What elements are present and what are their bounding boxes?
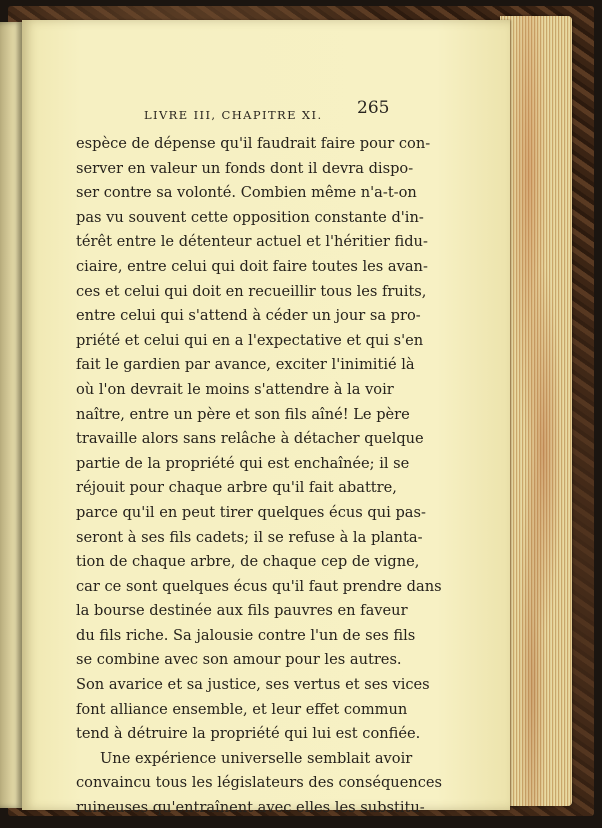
text-line: parce qu'il en peut tirer quelques écus qui pas-: [76, 503, 426, 521]
text-line: pas vu souvent cette opposition constante d'in-: [76, 208, 424, 226]
text-line: server en valeur un fonds dont il devra dispo-: [76, 159, 414, 177]
text-line: réjouit pour chaque arbre qu'il fait abattre,: [76, 479, 397, 497]
text-line: ciaire, entre celui qui doit faire toutes les avan-: [76, 257, 428, 275]
page-edges: [500, 16, 572, 806]
left-page-edge: [0, 22, 22, 808]
text-line: Son avarice et sa justice, ses vertus et ses vices: [76, 676, 430, 694]
text-line: naître, entre un père et son fils aîné! Le père: [76, 405, 410, 423]
text-line: la bourse destinée aux fils pauvres en faveur: [76, 602, 408, 620]
body-text: [76, 132, 443, 821]
text-line: font alliance ensemble, et leur effet commun: [76, 700, 408, 718]
text-line: tion de chaque arbre, de chaque cep de vigne,: [76, 553, 420, 571]
text-line: ser contre sa volonté. Combien même n'a-t-on: [76, 184, 417, 202]
text-line: fait le gardien par avance, exciter l'inimitié là: [76, 356, 415, 374]
text-line: se combine avec son amour pour les autres.: [76, 651, 402, 669]
text-line: espèce de dépense qu'il faudrait faire pour con-: [76, 135, 431, 152]
text-line: convaincu tous les législateurs des conséquences: [76, 774, 443, 792]
text-line: priété et celui qui en a l'expectative et qui s'en: [76, 331, 424, 349]
text-line: tend à détruire la propriété qui lui est confiée.: [76, 725, 421, 743]
text-line: partie de la propriété qui est enchaînée; il se: [76, 454, 410, 472]
running-head: LIVRE III, CHAPITRE XI.: [144, 108, 323, 122]
text-line: ruineuses qu'entraînent avec elles les substitu-: [76, 799, 425, 817]
page-number: 265: [357, 98, 390, 118]
text-line: Une expérience universelle semblait avoir: [100, 749, 413, 767]
text-line: du fils riche. Sa jalousie contre l'un de ses fils: [76, 626, 416, 644]
text-line: ces et celui qui doit en recueillir tous les fruits,: [76, 282, 427, 300]
text-line: où l'on devrait le moins s'attendre à la voir: [76, 380, 394, 398]
text-line: travaille alors sans relâche à détacher quelque: [76, 430, 424, 448]
text-line: seront à ses fils cadets; il se refuse à la planta-: [76, 528, 423, 546]
text-line: car ce sont quelques écus qu'il faut prendre dans: [76, 577, 442, 595]
text-line: térêt entre le détenteur actuel et l'héritier fidu-: [76, 233, 428, 251]
text-line: entre celui qui s'attend à céder un jour sa pro-: [76, 307, 421, 325]
book-page: [22, 20, 510, 817]
page-header: [22, 88, 510, 122]
